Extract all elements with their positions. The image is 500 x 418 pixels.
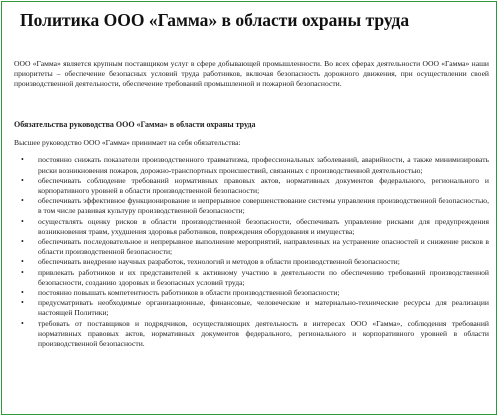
list-item [21, 236, 489, 257]
list-item-text: обеспечивать последовательное и непрерывное выполнение мероприятий, направленных на устранение опасностей и снижение рисков в области производственной безопасности; [38, 236, 489, 257]
list-item [21, 216, 489, 237]
bullet-icon: • [21, 175, 24, 185]
bullet-icon: • [21, 298, 24, 308]
document-body [14, 59, 489, 349]
bullet-icon: • [21, 267, 24, 277]
lead-sentence: Высшее руководство ООО «Гамма» принимает на себя обязательства: [14, 138, 241, 148]
bullet-icon: • [21, 287, 24, 297]
obligations-list [14, 155, 489, 349]
list-item [21, 267, 489, 288]
bullet-icon: • [21, 257, 24, 267]
list-item [21, 318, 489, 350]
section-heading: Обязательства руководства ООО «Гамма» в области охраны труда [14, 119, 256, 129]
bullet-icon: • [21, 155, 24, 165]
bullet-icon: • [21, 216, 24, 226]
list-item-text: требовать от поставщиков и подрядчиков, осуществляющих деятельность в интересах ООО «Гамма», соблюдения требований нормативных правовых актов, нормативных документов федерального, регионального и корпоративного уровней в области производственной безопасности. [38, 318, 489, 348]
list-item [21, 298, 489, 318]
bullet-icon: • [21, 236, 24, 246]
list-item [21, 287, 489, 298]
page-title: Политика ООО «Гамма» в области охраны труда [20, 10, 410, 30]
list-item-text: постоянно снижать показатели производственного травматизма, профессиональных заболеваний, аварийности, а также минимизировать риски возникновения пожаров, дорожно-транспортных происшествий, связанных с производственной деятельностью; [38, 155, 489, 175]
list-item-text: постоянно повышать компетентность работников в области производственной безопасности; [38, 287, 340, 297]
bullet-icon: • [21, 318, 24, 328]
bullet-icon: • [21, 196, 24, 206]
list-item-text: обеспечивать соблюдение требований нормативных правовых актов, нормативных документов федерального, регионального и корпоративного уровней в области производственной безопасности; [38, 175, 489, 195]
list-item [21, 175, 489, 196]
list-item-text: предусматривать необходимые организационные, финансовые, человеческие и материально-технические ресурсы для реализации настоящей Политики; [38, 298, 489, 318]
list-item-text: обеспечивать внедрение научных разработок, технологий и методов в области производственной безопасности; [38, 257, 400, 267]
list-item-text: осуществлять оценку рисков в области производственной безопасности, обеспечивать управление рисками для предупреждения возникновения травм, ухудшения здоровья работников, повреждения оборудования и имущества; [38, 216, 489, 236]
list-item [21, 155, 489, 175]
list-item [21, 257, 489, 267]
list-item-text: обеспечивать эффективное функционирование и непрерывное совершенствование системы управления производственной безопасностью, в том числе развивая культуру производственной безопасности; [38, 196, 489, 216]
list-item-text: привлекать работников и их представителей к активному участию в деятельности по обеспечению требований производственной безопасности, созданию здоровых и безопасных условий труда; [38, 267, 489, 287]
document-frame [1, 1, 497, 415]
intro-paragraph: ООО «Гамма» является крупным поставщиком услуг в сфере добывающей промышленности. Во всех сферах деятельности ООО «Гамма» наши приоритеты – обеспечение безопасных условий труда работников, включая безопасность дорожного движения, при осуществлении своей производственной деятельности, обеспечение требований промышленной и пожарной безопасности. [14, 59, 489, 89]
list-item [21, 196, 489, 216]
